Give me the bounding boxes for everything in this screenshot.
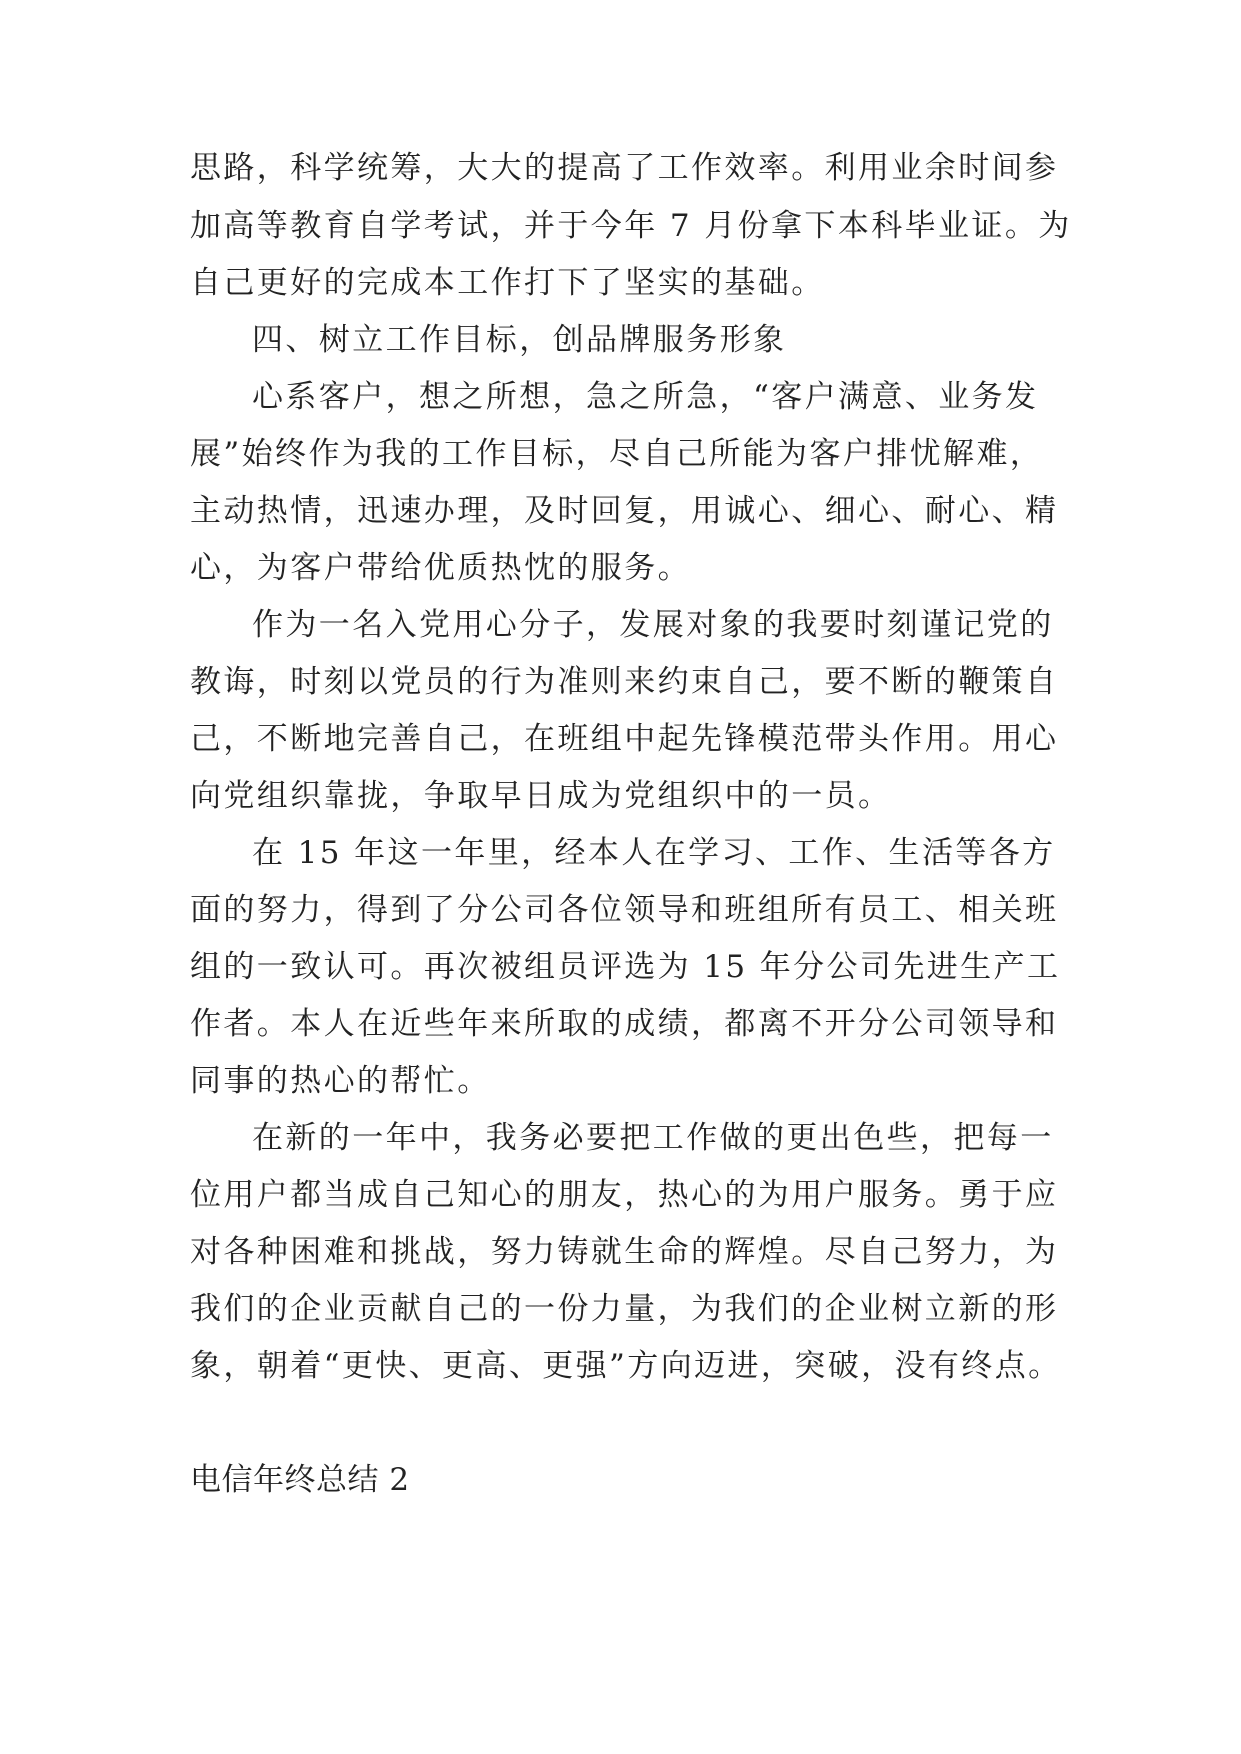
paragraph-line: 同事的热心的帮忙。 — [190, 1063, 491, 1099]
paragraph-line: 在 15 年这一年里，经本人在学习、工作、生活等各方 — [252, 835, 1056, 871]
paragraph-line: 己，不断地完善自己，在班组中起先锋模范带头作用。用心 — [190, 721, 1059, 757]
paragraph-line: 对各种困难和挑战，努力铸就生命的辉煌。尽自己努力，为 — [190, 1234, 1059, 1270]
paragraph-line: 在新的一年中，我务必要把工作做的更出色些，把每一 — [252, 1120, 1054, 1156]
paragraph-line: 向党组织靠拢，争取早日成为党组织中的一员。 — [190, 778, 892, 814]
next-section-title: 电信年终总结 2 — [190, 1462, 410, 1498]
paragraph-line: 我们的企业贡献自己的一份力量，为我们的企业树立新的形 — [190, 1291, 1059, 1327]
paragraph-line: 加高等教育自学考试，并于今年 7 月份拿下本科毕业证。为 — [190, 208, 1072, 244]
paragraph-line: 组的一致认可。再次被组员评选为 15 年分公司先进生产工 — [190, 949, 1061, 985]
paragraph-line: 主动热情，迅速办理，及时回复，用诚心、细心、耐心、精 — [190, 493, 1059, 529]
paragraph-line: 自己更好的完成本工作打下了坚实的基础。 — [190, 265, 825, 301]
paragraph-line: 象，朝着“更快、更高、更强”方向迈进，突破，没有终点。 — [190, 1348, 1062, 1384]
paragraph-line: 心，为客户带给优质热忱的服务。 — [190, 550, 691, 586]
paragraph-line: 位用户都当成自己知心的朋友，热心的为用户服务。勇于应 — [190, 1177, 1059, 1213]
paragraph-line: 教诲，时刻以党员的行为准则来约束自己，要不断的鞭策自 — [190, 664, 1059, 700]
paragraph-line: 展”始终作为我的工作目标，尽自己所能为客户排忧解难， — [190, 436, 1044, 472]
paragraph-line: 思路，科学统筹，大大的提高了工作效率。利用业余时间参 — [190, 150, 1059, 186]
paragraph-line: 面的努力，得到了分公司各位领导和班组所有员工、相关班 — [190, 892, 1059, 928]
paragraph-line: 作者。本人在近些年来所取的成绩，都离不开分公司领导和 — [190, 1006, 1059, 1042]
paragraph-line: 作为一名入党用心分子，发展对象的我要时刻谨记党的 — [252, 607, 1054, 643]
section-heading: 四、树立工作目标，创品牌服务形象 — [252, 322, 787, 358]
paragraph-line: 心系客户，想之所想，急之所急，“客户满意、业务发 — [252, 379, 1039, 415]
